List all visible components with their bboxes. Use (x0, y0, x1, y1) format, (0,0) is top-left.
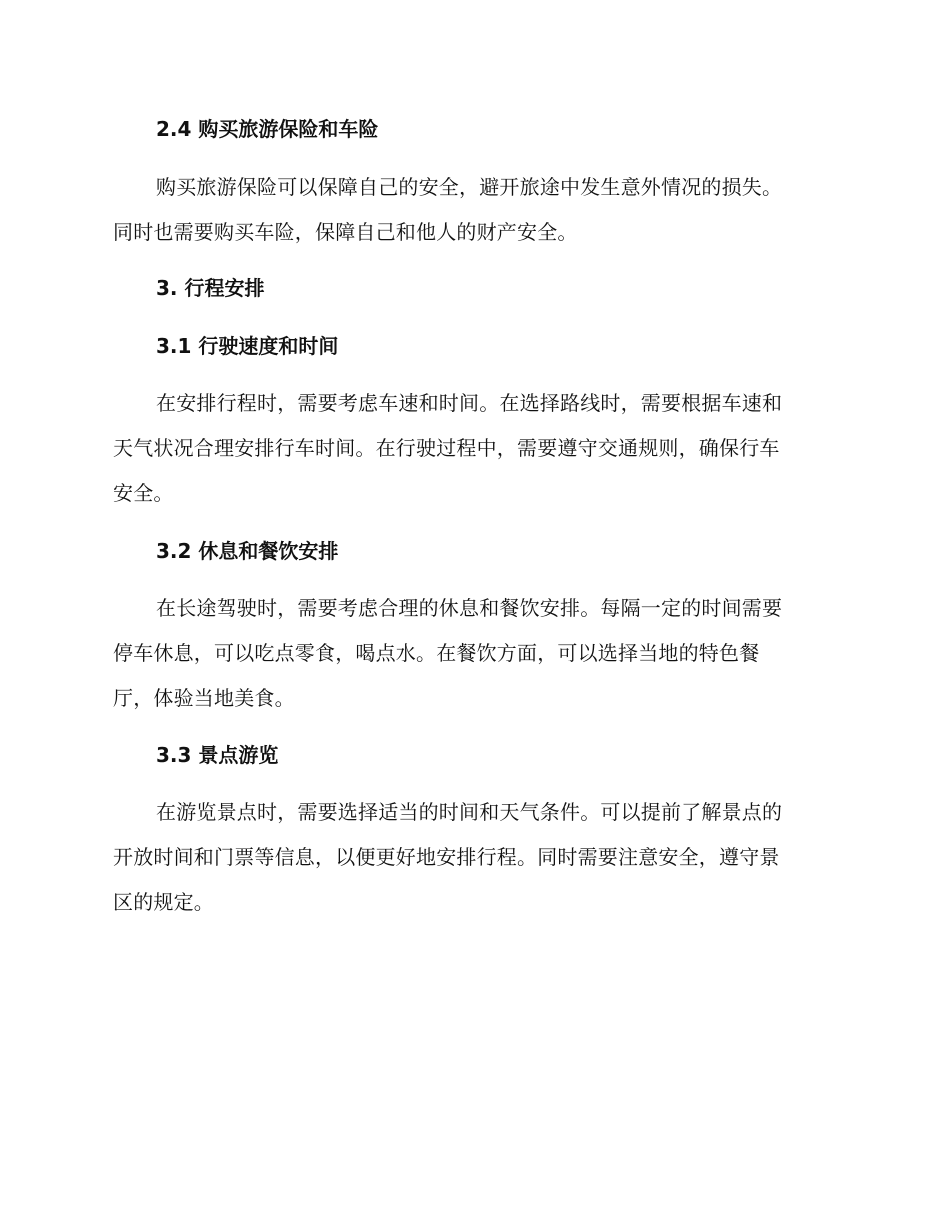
section-heading-2-4: 2.4 购买旅游保险和车险 (156, 117, 379, 141)
paragraph-line: 开放时间和门票等信息，以便更好地安排行程。同时需要注意安全，遵守景 (113, 845, 780, 869)
paragraph-line: 同时也需要购买车险，保障自己和他人的财产安全。 (113, 220, 578, 244)
paragraph-line: 区的规定。 (113, 890, 214, 914)
paragraph-line: 在游览景点时，需要选择适当的时间和天气条件。可以提前了解景点的 (156, 800, 783, 824)
section-heading-3-2: 3.2 休息和餐饮安排 (156, 539, 339, 563)
section-heading-3: 3. 行程安排 (156, 276, 265, 300)
section-paragraph-3-3 (113, 790, 835, 925)
section-paragraph-2-4 (113, 165, 835, 255)
section-heading-3-3: 3.3 景点游览 (156, 743, 279, 767)
paragraph-line: 停车休息，可以吃点零食，喝点水。在餐饮方面，可以选择当地的特色餐 (113, 641, 760, 665)
paragraph-line: 天气状况合理安排行车时间。在行驶过程中，需要遵守交通规则，确保行车 (113, 436, 780, 460)
section-paragraph-3-2 (113, 586, 835, 721)
paragraph-line: 在长途驾驶时，需要考虑合理的休息和餐饮安排。每隔一定的时间需要 (156, 596, 783, 620)
paragraph-line: 厅，体验当地美食。 (113, 686, 295, 710)
section-paragraph-3-1 (113, 381, 835, 516)
paragraph-line: 购买旅游保险可以保障自己的安全，避开旅途中发生意外情况的损失。 (156, 175, 783, 199)
paragraph-line: 在安排行程时，需要考虑车速和时间。在选择路线时，需要根据车速和 (156, 391, 783, 415)
paragraph-line: 安全。 (113, 481, 174, 505)
section-heading-3-1: 3.1 行驶速度和时间 (156, 334, 339, 358)
